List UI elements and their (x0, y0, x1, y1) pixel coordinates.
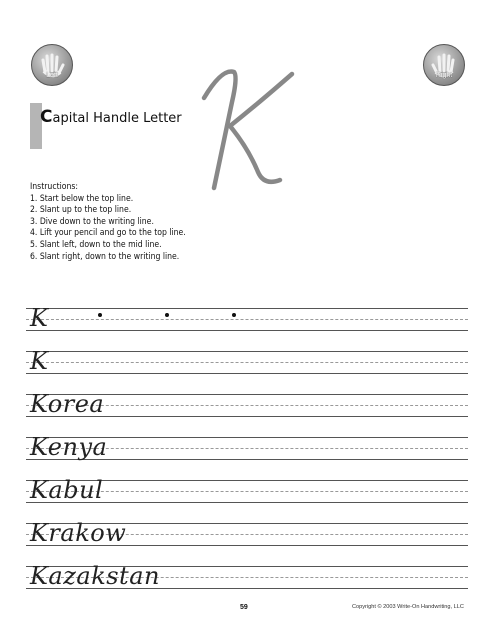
model-letter-k (200, 62, 300, 192)
top-line (26, 351, 468, 352)
practice-row (26, 433, 468, 463)
practice-row (26, 347, 468, 377)
practice-word: Kabul (30, 476, 104, 504)
mid-line (26, 362, 468, 363)
right-hand-label: Right (435, 72, 453, 79)
writing-line (26, 373, 468, 374)
page-title (40, 107, 182, 127)
left-hand-icon (31, 44, 73, 86)
practice-row (26, 304, 468, 334)
instructions-steps (30, 194, 186, 264)
start-dot (232, 313, 236, 317)
practice-word: K (30, 304, 49, 332)
instruction-step: 1. Start below the top line. (30, 193, 134, 204)
left-hand-label: Left (46, 72, 58, 79)
copyright-notice: Copyright © 2003 Write-On Handwriting, LLC (352, 604, 464, 610)
start-dot (98, 313, 102, 317)
practice-row (26, 390, 468, 420)
instruction-step: 4. Lift your pencil and go to the top line. (30, 228, 186, 239)
hand-icon (32, 45, 72, 85)
instruction-step: 2. Slant up to the top line. (30, 205, 132, 216)
practice-word: K (30, 347, 49, 375)
instruction-step: 6. Slant right, down to the writing line. (30, 251, 180, 262)
practice-word: Krakow (30, 519, 127, 547)
instructions (30, 182, 186, 263)
practice-word: Kenya (30, 433, 108, 461)
instruction-step: 3. Dive down to the writing line. (30, 216, 154, 227)
hand-icon (424, 45, 464, 85)
instructions-heading: Instructions: (30, 182, 79, 192)
practice-word: Kazakstan (30, 562, 160, 590)
page-number: 59 (240, 604, 248, 611)
right-hand-icon (423, 44, 465, 86)
practice-row (26, 476, 468, 506)
instruction-step: 5. Slant left, down to the mid line. (30, 239, 162, 250)
top-line (26, 308, 468, 309)
start-dot (165, 313, 169, 317)
writing-line (26, 330, 468, 331)
practice-row (26, 562, 468, 592)
title-initial: C (40, 107, 53, 127)
title-rest: apital Handle Letter (52, 111, 182, 126)
practice-word: Korea (30, 390, 105, 418)
mid-line (26, 319, 468, 320)
practice-row (26, 519, 468, 549)
